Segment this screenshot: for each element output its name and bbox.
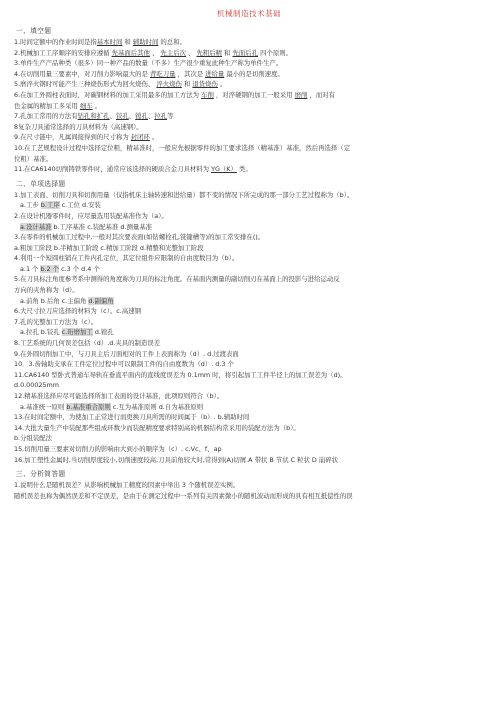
line-text: 10.在工艺规程设计过程中选择定位粗，精基准时，一般应先根据零件的加工要求选择（精基准）基准，然后再选择（定: [14, 143, 351, 152]
line-text: 色金属的精加工多采用: [14, 101, 80, 110]
line-text: 1.时间定额中的作业时间是指: [14, 38, 97, 46]
line-text: a.拉孔 b.铰孔: [20, 328, 62, 337]
line-text: a.前角 b.后角 c.主偏角: [20, 296, 89, 305]
line-text: 1.加工表面、切削刀具和切削用量（仅指机床主轴转速和进给量）都不变的情况下所完成的那一部分工艺过程称为（b）。: [14, 190, 354, 199]
line-text: c.互为基准原则 d.自为基准原则: [110, 402, 204, 411]
answer-underlined: 车削: [201, 90, 214, 99]
line-text: 位粗）基准。: [14, 154, 53, 163]
line-text: 4.利用一个短圆柱销在工件内孔定位，其定位组件应限制的自由度数目为（b）。: [14, 254, 239, 263]
line-text: 和: [181, 80, 193, 89]
question-line: [14, 491, 484, 502]
line-text: 、: [109, 112, 116, 121]
question-line: [14, 359, 484, 370]
answer-underlined: 辅助时间: [132, 38, 159, 46]
line-text: a.工步: [20, 201, 41, 210]
question-line: [14, 327, 484, 338]
question-line: [14, 79, 484, 90]
question-line: [14, 111, 484, 122]
line-text: 10．3.齿轴助支承在工件定位过程中可以限制工件的自由度数为（d）. d.3 个: [14, 360, 234, 369]
question-line: [14, 391, 484, 402]
line-text: 、: [147, 112, 155, 121]
line-text: ，对淬硬钢的加工一般采用: [213, 90, 295, 99]
line-text: 15.切削用量三要素对切削力的影响由大到小的顺序为（c）. c.Vc、f、ap: [14, 444, 222, 453]
question-line: [14, 349, 484, 360]
question-line: [14, 232, 484, 243]
line-text: b.分组装配法: [14, 434, 53, 443]
question-line: [14, 132, 484, 143]
line-text: 随机误差也称为偶然误差和不定误差，是由于在测定过程中一系列有关因素微小的随机波动而形成的具有相互抵偿性的误: [14, 491, 353, 500]
question-line: [14, 370, 484, 381]
question-line: [14, 101, 484, 112]
question-line: [14, 164, 484, 175]
line-text: 3.单件生产产品种类（很多）同一种产品的数量（不多）生产很少重复此种生产称为单件生产。: [14, 59, 283, 68]
line-text: 和: [122, 38, 133, 46]
single-choice-list: [14, 190, 484, 465]
question-line: [14, 222, 484, 233]
line-text: 6.在加工外圆柱表面时，对碳钢材料的加工采用最多的加工方法为: [14, 90, 202, 99]
question-line: [14, 274, 484, 285]
line-text: 9.在外圆切削加工中，与刀具主后刀面相对的工件上表面称为（d）. d.过渡表面: [14, 349, 239, 358]
question-line: [14, 455, 484, 466]
question-line: [14, 122, 484, 133]
question-line: [14, 296, 484, 307]
question-line: [14, 402, 484, 413]
answer-highlighted: c.珩磨加工: [61, 328, 93, 337]
question-line: [14, 69, 484, 80]
line-text: 8复杂刀具通常选择的刀具材料为（高速钢）。: [14, 122, 143, 131]
line-text: 4.在切削用量三要素中，对刀削力影响最大的是: [14, 69, 150, 78]
section-heading-analysis: 三、分析简答题: [16, 470, 66, 479]
line-text: 12.精基准选择应尽可能选择所加工表面的设计基准，此项原则符合（b）。: [14, 392, 224, 400]
line-text: 类。: [236, 165, 252, 174]
line-text: 8.工艺系统的几何误差包括（d）.d.夹具的制造误差: [14, 339, 161, 348]
line-text: c.3 个 d.4 个: [59, 264, 100, 273]
question-line: [14, 338, 484, 349]
fill-blank-list: [14, 37, 484, 175]
line-text: 5.在刀具标注角度参考系中测得的角度称为刀具的标注角度。在基面内测量的副切削刃在基面上的投影与进给运动反: [14, 275, 340, 284]
line-text: 的总和。: [158, 38, 186, 46]
answer-underlined: 先主后次: [160, 48, 186, 57]
question-line: [14, 480, 484, 491]
line-text: b.工序基准 c.装配基准 d.测量基准: [51, 222, 153, 231]
line-text: 7.孔加工常用的方法有: [14, 112, 78, 121]
question-line: [14, 380, 484, 391]
line-text: a.粗加工阶段 b.半精加工阶段 c.精加工阶段 d.精整和光整加工阶段: [14, 243, 204, 252]
answer-underlined: 背吃刀量: [149, 69, 176, 78]
answer-underlined: 铰孔: [115, 112, 129, 121]
answer-highlighted: a.设计基准: [20, 222, 52, 231]
question-line: [14, 154, 484, 165]
answer-underlined: 退货烧伤: [192, 80, 218, 89]
line-text: 、: [149, 48, 161, 57]
answer-underlined: 镗孔: [135, 112, 148, 121]
answer-highlighted: d.副偏角: [88, 296, 114, 305]
question-line: [14, 306, 484, 317]
line-text: 11.CA6140 型卧式普通车导轨在垂直平面内的直线度误差为 0.1mm 时，将引起加工工件半径上的加工误差为（d)。: [14, 370, 347, 379]
answer-highlighted: b.工序: [40, 201, 60, 210]
line-text: 2.在设计机器零件时，应尽量选用装配基准作为（a）。: [14, 211, 168, 220]
question-line: [14, 423, 484, 434]
line-text: 9.在尺寸链中，凡属间接得到的尺寸称为: [14, 133, 131, 142]
question-line: [14, 317, 484, 328]
line-text: 1.说明什么是随机误差？从影响机械加工精度的因素中举出 3 个随机误差实例。: [14, 481, 240, 490]
line-text: 11.在CA6140切削铸铁零件时，通常应该选择的硬质合金刀具材料为: [14, 165, 212, 174]
answer-underlined: 磨削: [294, 90, 308, 99]
line-text: 6.大尺寸拉刀应选择的材料为（c）。c.高速钢: [14, 307, 141, 316]
answer-highlighted: b.2 个: [40, 264, 60, 273]
section-heading-single-choice: 二、单项选择题: [16, 179, 66, 188]
line-text: 16.加工塑性金属时,当切削厚度较小,切削速度较高,刀具前角较大时,常得到(A)切屑.A 带状 B 节状 C 粒状 D 崩碎状: [14, 455, 339, 464]
line-text: 5.磨淬火钢时可能产生三种烧伤形式为回火烧伤、: [14, 80, 157, 89]
line-text: 13.在时间定额中，为使加工正常进行而更换刀具所需的时间属于（b）. b.辅助时间: [14, 413, 250, 422]
answer-underlined: 拉孔: [154, 112, 168, 121]
line-text: ，而对有: [307, 90, 335, 99]
answer-underlined: 细车: [79, 101, 93, 110]
line-text: ，其次是: [175, 69, 206, 78]
line-text: 最小的是切削速度。: [224, 69, 284, 78]
line-text: d.0.00025mm: [14, 381, 59, 390]
line-text: 、: [185, 48, 197, 57]
line-text: 7.孔的光整加工方法为（c）。: [14, 317, 98, 326]
question-line: [14, 264, 484, 275]
answer-highlighted: b.基准重合原则: [66, 402, 111, 411]
answer-underlined: 先粗后精: [196, 48, 223, 57]
line-text: 。: [217, 80, 227, 89]
answer-underlined: 先面后孔: [232, 48, 259, 57]
question-line: [14, 90, 484, 101]
line-text: 14.大批大量生产中装配那些组成环数少而装配精度要求特别高的机器结构常采用的装配方法为（b）。: [14, 423, 300, 432]
line-text: 。: [149, 133, 159, 142]
line-text: 方向的夹角称为（d）。: [14, 286, 79, 295]
answer-underlined: 淬火烧伤: [156, 80, 182, 89]
line-text: 3.在零件的机械加工过程中,一般对其次要表面(如钻螺栓孔,铣键槽等)的加工常安排在()。: [14, 233, 265, 242]
answer-underlined: 进给量: [205, 69, 225, 78]
section-heading-fill-blank: 一、填空题: [16, 27, 52, 35]
question-line: [14, 253, 484, 264]
line-text: 和: [222, 48, 233, 57]
question-line: [14, 211, 484, 222]
question-line: [14, 412, 484, 423]
line-text: 四个原则。: [258, 48, 293, 57]
question-line: [14, 58, 484, 69]
line-text: d.镗孔: [92, 328, 114, 337]
question-line: [14, 433, 484, 444]
line-text: c.工位 d.安装: [59, 201, 101, 210]
document-title: 机械制造技术基础: [217, 9, 281, 18]
answer-underlined: 先基面后其他: [111, 48, 150, 57]
question-line: [14, 48, 484, 59]
line-text: a.基准统一原则: [20, 402, 67, 411]
line-text: a.1 个: [20, 264, 41, 273]
answer-underlined: 封闭环: [130, 133, 150, 142]
question-line: [14, 285, 484, 296]
question-line: [14, 444, 484, 455]
question-line: [14, 200, 484, 211]
question-line: [14, 143, 484, 154]
question-line: [14, 190, 484, 201]
answer-underlined: 基本时间: [96, 38, 123, 46]
line-text: 2.机械加工工序顺序的安排应遵循: [14, 48, 112, 57]
answer-underlined: YG（K）: [211, 165, 237, 174]
analysis-list: [14, 480, 484, 501]
line-text: 。: [92, 101, 102, 110]
answer-underlined: 钻孔和扩孔: [77, 112, 110, 121]
line-text: 、: [128, 112, 136, 121]
question-line: [14, 37, 484, 48]
question-line: [14, 243, 484, 254]
line-text: 等: [167, 112, 174, 121]
